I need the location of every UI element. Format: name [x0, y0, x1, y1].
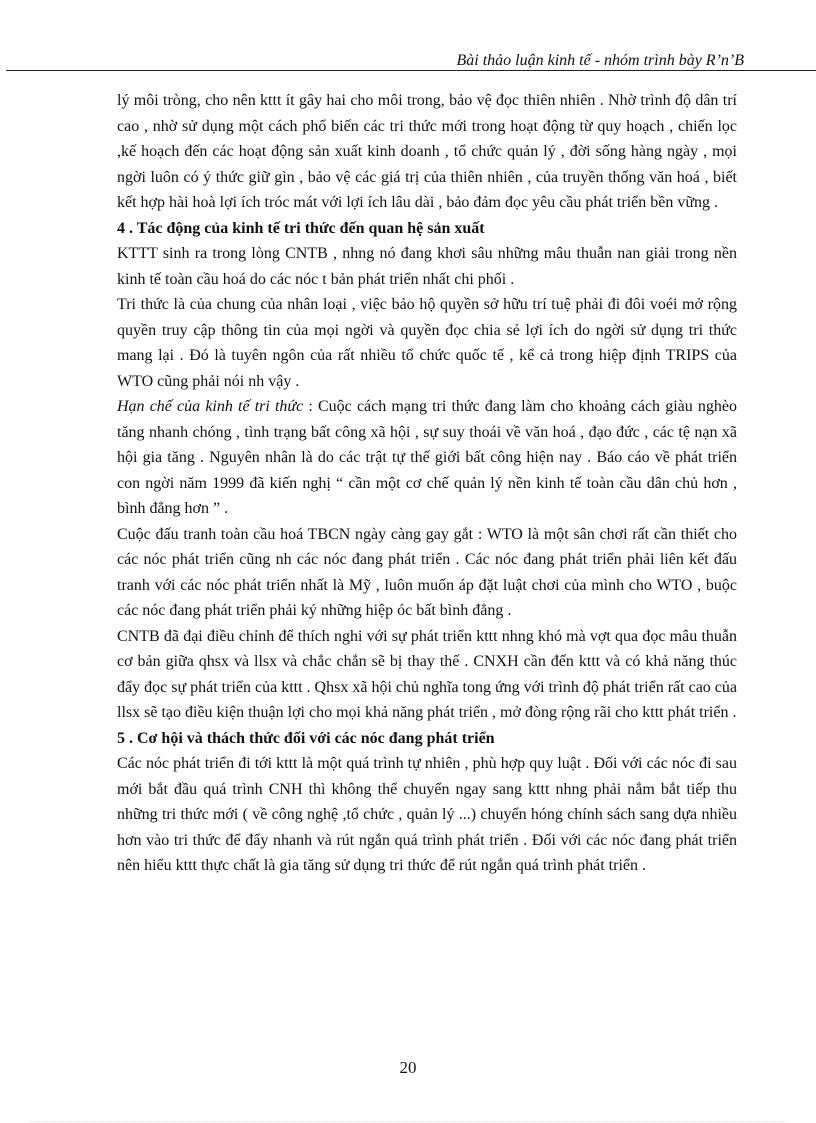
- paragraph: KTTT sinh ra trong lòng CNTB , nhng nó đang khơi sâu những mâu thuẫn nan giải trong nền kinh tế toàn cầu hoá do các nóc t bản phát triển nhất chi phối .: [117, 245, 737, 288]
- paragraph-text: : Cuộc cách mạng tri thức đang làm cho khoảng cách giàu nghèo tăng nhanh chóng , tình trạng bất công xã hội , sự suy thoái về văn hoá , đạo đức , các tệ nạn xã hội gia tăng . Nguyên nhân là do các trật tự thế giới bất công hiện nay . Báo cáo về phát triển con ngời năm 1999 đã kiến nghị “ cần một cơ chế quản lý nền kinh tế toàn cầu dân chủ hơn , bình đẳng hơn ” .: [117, 398, 738, 517]
- section-heading-5: 5 . Cơ hội và thách thức đối với các nóc đang phát triển: [117, 729, 495, 747]
- section-heading-4: 4 . Tác động của kinh tế tri thức đến quan hệ sản xuất: [117, 219, 485, 237]
- document-body: [117, 88, 737, 879]
- bottom-rule: [30, 1121, 786, 1122]
- paragraph: [117, 394, 737, 522]
- paragraph: CNTB đã đại điều chỉnh để thích nghi với sự phát triển kttt nhng khó mà vợt qua đọc mâu thuẫn cơ bản giữa qhsx và llsx và chắc chắn sẽ bị thay thế . CNXH cần đến kttt và có khả năng thúc đẩy đọc sự phát triển của kttt . Qhsx xã hội chủ nghĩa tong ứng với trình độ phát triển rất cao của llsx sẽ tạo điều kiện thuận lợi cho mọi khả năng phát triển , mở đòng rộng rãi cho kttt phát triển .: [117, 627, 737, 721]
- page-number: 20: [399, 1058, 417, 1077]
- paragraph: lý môi tròng, cho nên kttt ít gây hai cho môi trong, bảo vệ đọc thiên nhiên . Nhờ trình độ dân trí cao , nhờ sử dụng một cách phổ biến các tri thức mới trong hoạt động từ quy hoạch , chiến lọc ,kế hoạch đến các hoạt động sản xuất kinh doanh , tổ chức quản lý , đời sống hàng ngày , mọi ngời luôn có ý thức giữ gìn , bảo vệ các giá trị của thiên nhiên , của truyền thống văn hoá , biết kết hợp hài hoà lợi ích tróc mát với lợi ích lâu dài , bảo đảm đọc yêu cầu phát triển bền vững .: [117, 92, 737, 211]
- header-rule: [6, 70, 816, 71]
- inline-italic-label: Hạn chế của kinh tế tri thức: [117, 398, 304, 415]
- header-title: Bài thảo luận kinh tế - nhóm trình bày R’n’B: [456, 52, 744, 69]
- paragraph: Các nóc phát triển đi tới kttt là một quá trình tự nhiên , phù hợp quy luật . Đối với các nóc đi sau mới bắt đầu quá trình CNH thì không thể chuyển ngay sang kttt nhng phải nắm bắt tiếp thu những tri thức mới ( về công nghệ ,tổ chức , quản lý ...) chuyển hóng chính sách sang dựa nhiều hơn vào tri thức để đẩy nhanh và rút ngắn quá trình phát triển . Đối với các nóc đang phát triển nên hiểu kttt thực chất là gia tăng sử dụng tri thức để rút ngắn quá trình phát triển .: [117, 755, 737, 874]
- paragraph: Tri thức là của chung của nhân loại , việc bảo hộ quyền sở hữu trí tuệ phải đi đôi voéi mở rộng quyền truy cập thông tin của mọi ngời và quyền đọc chia sẻ lợi ích do ngời sử dụng tri thức mang lại . Đó là tuyên ngôn của rất nhiều tổ chức quốc tế , kể cả trong hiệp định TRIPS của WTO cũng phải nói nh vậy .: [117, 296, 737, 390]
- page-header: [0, 0, 816, 74]
- paragraph: Cuộc đấu tranh toàn cầu hoá TBCN ngày càng gay gắt : WTO là một sân chơi rất cần thiết cho các nóc phát triển cũng nh các nóc đang phát triển . Các nóc đang phát triển phải liên kết đấu tranh với các nóc phát triển nhất là Mỹ , luôn muốn áp đặt luật chơi của mình cho WTO , buộc các nóc đang phát triển phải ký những hiệp óc bất bình đẳng .: [117, 525, 737, 619]
